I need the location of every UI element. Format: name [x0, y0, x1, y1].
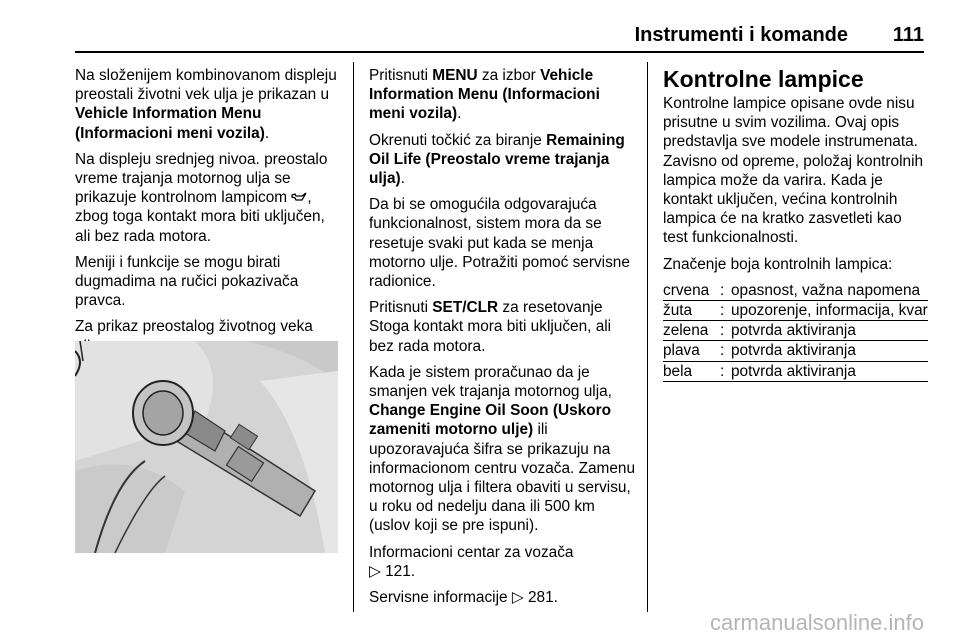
- color-name: crvena: [663, 281, 720, 301]
- paragraph: Za prikaz preostalog životnog veka: [75, 318, 313, 336]
- paragraph: [75, 150, 343, 246]
- separator: :: [720, 321, 731, 341]
- text: ili upozoravajuća šifra se prikazuju na informacionom centru vozača. Zamenu motornog ulja i filtera obaviti u servisu, u roku od nedelju dana ili 500 km (uslov koji se pre ispuni).: [369, 421, 636, 535]
- cross-reference-label: Informacioni centar za vozača: [369, 543, 574, 561]
- separator: :: [720, 301, 731, 321]
- text: Kada je sistem proračunao da je smanjen vek trajanja motornog ulja,: [369, 363, 612, 401]
- table-row: [663, 321, 928, 341]
- watermark: carmanualsonline.info: [709, 610, 924, 635]
- bold-term: Vehicle Information Menu (Informacioni meni vozila): [75, 105, 265, 142]
- column-divider-2: [647, 62, 648, 612]
- page-ref-number[interactable]: 121.: [380, 562, 416, 580]
- column-2: [369, 66, 637, 614]
- color-name: plava: [663, 341, 720, 361]
- stalk-illustration: [75, 341, 338, 553]
- text: Pritisnuti: [369, 299, 433, 317]
- text: .: [264, 124, 270, 142]
- color-name: žuta: [663, 301, 720, 321]
- paragraph: [369, 131, 637, 189]
- color-description: upozorenje, informacija, kvar: [731, 302, 928, 320]
- table-row: [663, 361, 928, 381]
- paragraph: [369, 363, 637, 536]
- color-name: zelena: [663, 321, 720, 341]
- color-description: potvrda aktiviranja: [731, 341, 928, 361]
- separator: :: [720, 281, 731, 301]
- page-header-title: Instrumenti i komande: [634, 24, 848, 46]
- page-number: 111: [892, 24, 924, 46]
- paragraph: Kontrolne lampice opisane ovde nisu prisutne u svim vozilima. Ovaj opis predstavlja sve modele instrumenata. Zavisno od opreme, položaj kontrolnih lampica može da varira. Kada je kontakt uključen, većina kontrolnih lampica će na kratko zasvetleti kao test funkcionalnosti.: [663, 95, 924, 247]
- paragraph: Da bi se omogućila odgovarajuća funkcionalnost, sistem mora da se resetuje svaki put kada se menja motorno ulje. Potražiti pomoć servisne radionice.: [369, 196, 630, 291]
- header-rule: [75, 51, 924, 53]
- paragraph: [369, 543, 637, 581]
- page-ref-number[interactable]: 281.: [523, 589, 558, 607]
- text: Pritisnuti: [369, 67, 433, 84]
- text: Okrenuti točkić za biranje: [369, 131, 547, 149]
- paragraph: [369, 588, 637, 607]
- text: Na displeju srednjeg nivoa. preostalo vreme trajanja motornog ulja se prikazuje kontrolnom lampicom: [75, 150, 328, 207]
- color-name: bela: [663, 361, 720, 381]
- text: .: [457, 105, 462, 123]
- text: .: [400, 170, 405, 188]
- separator: :: [720, 341, 731, 361]
- bold-term: SET/CLR: [432, 299, 499, 317]
- bold-term: MENU: [432, 67, 478, 84]
- section-heading: Kontrolne lampice: [663, 66, 864, 92]
- separator: :: [720, 361, 731, 381]
- column-divider-1: [353, 62, 354, 612]
- column-1: [75, 66, 343, 363]
- text: , zbog toga kontakt mora biti uključen, ali bez rada motora.: [75, 189, 325, 245]
- bold-term: Change Engine Oil Soon (Uskoro zameniti motorno ulje): [369, 402, 611, 439]
- text: za izbor: [477, 67, 541, 84]
- paragraph: Značenje boja kontrolnih lampica:: [663, 255, 893, 273]
- table-row: [663, 301, 928, 321]
- text: Na složenijem kombinovanom displeju preostali životni vek ulja je prikazan u: [75, 67, 337, 104]
- page-ref-arrow-icon: ▷: [511, 589, 524, 607]
- cross-reference-label: Servisne informacije: [369, 589, 512, 607]
- bold-term: Vehicle Information Menu (Informacioni meni vozila): [369, 67, 600, 123]
- color-description: opasnost, važna napomena: [731, 281, 928, 301]
- page-ref-arrow-icon: ▷: [369, 562, 381, 580]
- text: za resetovanje Stoga kontakt mora biti uključen, ali bez rada motora.: [369, 299, 612, 355]
- column-3: [663, 66, 928, 382]
- color-meaning-table: [663, 281, 928, 382]
- table-row: [663, 281, 928, 301]
- paragraph: [369, 66, 637, 124]
- color-description: potvrda aktiviranja: [731, 321, 928, 341]
- table-row: [663, 341, 928, 361]
- bold-term: Remaining Oil Life (Preostalo vreme trajanja ulja): [369, 131, 625, 188]
- color-description: potvrda aktiviranja: [731, 361, 928, 381]
- paragraph: [75, 66, 343, 143]
- oil-can-icon: [291, 188, 307, 207]
- paragraph: [369, 298, 637, 356]
- paragraph: Meniji i funkcije se mogu birati dugmadima na ručici pokazivača pravca.: [75, 253, 299, 310]
